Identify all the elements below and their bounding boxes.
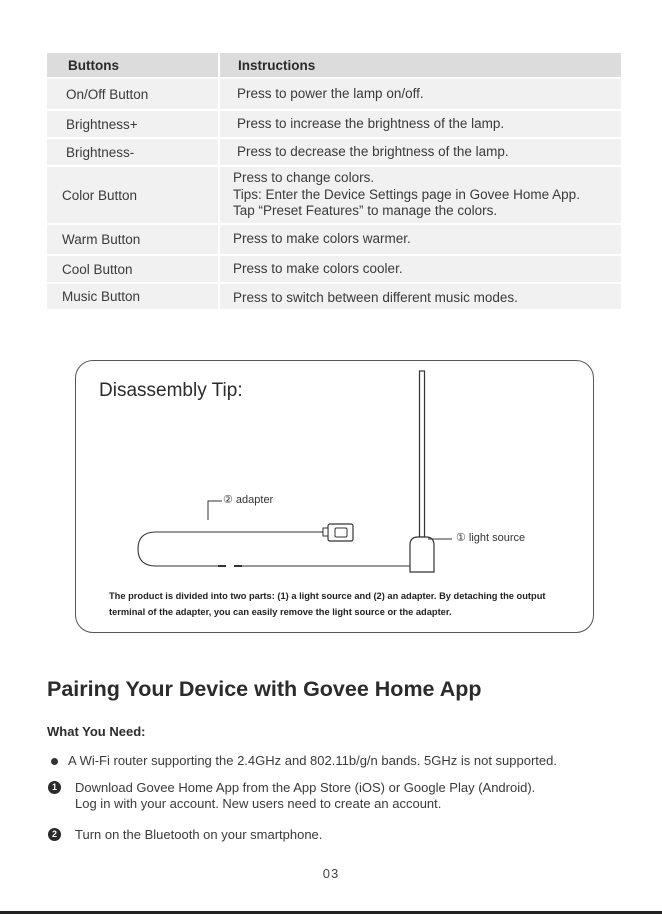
instruction-text: Press to decrease the brightness of the lamp. (237, 143, 509, 159)
table-row (47, 282, 621, 309)
button-name: Color Button (62, 187, 138, 203)
table-row (47, 254, 621, 282)
button-name: Brightness+ (66, 116, 138, 132)
step-1-badge: 1 (48, 781, 61, 794)
buttons-table (47, 53, 621, 309)
instruction-cell (220, 137, 621, 165)
table-row (47, 223, 621, 254)
button-cell (47, 282, 220, 309)
button-name: Brightness- (66, 144, 135, 160)
instruction-cell (220, 282, 621, 309)
instruction-text: Press to power the lamp on/off. (237, 85, 424, 101)
adapter-label: ② adapter (223, 494, 274, 506)
header-buttons: Buttons (68, 57, 119, 73)
instruction-text: Press to make colors warmer. (233, 231, 411, 247)
button-name: Warm Button (62, 232, 141, 247)
instruction-text: Press to increase the brightness of the lamp. (237, 115, 505, 131)
header-buttons-cell (47, 53, 220, 77)
instruction-text: Tap “Preset Features” to manage the colors. (233, 203, 498, 219)
button-cell (47, 137, 220, 165)
light-bar-illustration (420, 371, 425, 537)
table-row (47, 137, 621, 165)
button-cell (47, 223, 220, 254)
button-cell (47, 254, 220, 282)
table-header-row (47, 53, 621, 77)
instruction-cell (220, 254, 621, 282)
table-row (47, 165, 621, 223)
requirement-text: A Wi-Fi router supporting the 2.4GHz and 802.11b/g/n bands. 5GHz is not supported. (68, 753, 557, 768)
step-2-text: Turn on the Bluetooth on your smartphone. (75, 827, 323, 842)
instruction-text: Press to make colors cooler. (233, 260, 403, 276)
instruction-cell (220, 223, 621, 254)
button-name: Music Button (62, 289, 141, 304)
tip-description: The product is divided into two parts: (1) a light source and (2) an adapter. By detaching the output terminal of the adapter, you can easily remove the light source or the adapter. (109, 591, 546, 617)
button-cell (47, 77, 220, 109)
lamp-base-illustration (410, 537, 434, 572)
header-instructions: Instructions (238, 57, 316, 73)
button-name: Cool Button (62, 261, 133, 277)
button-cell (47, 109, 220, 137)
page-number: 03 (322, 866, 340, 881)
button-name: On/Off Button (66, 86, 149, 102)
what-you-need-title: What You Need: (47, 724, 146, 739)
instruction-text: Tips: Enter the Device Settings page in Govee Home App. (233, 186, 580, 202)
step-1-line-1: Download Govee Home App from the App Store (iOS) or Google Play (Android). (75, 780, 536, 795)
bullet-dot (51, 758, 58, 765)
instruction-cell (220, 109, 621, 137)
table-row (47, 77, 621, 109)
pairing-title: Pairing Your Device with Govee Home App (47, 677, 482, 701)
adapter-illustration (328, 524, 353, 541)
instruction-text: Press to change colors. (233, 170, 375, 186)
light-source-label: ① light source (456, 532, 526, 544)
tip-title: Disassembly Tip: (99, 380, 243, 401)
header-instructions-cell (220, 53, 621, 77)
button-cell (47, 165, 220, 223)
instruction-cell (220, 165, 621, 223)
step-2-badge: 2 (48, 828, 61, 841)
table-row (47, 109, 621, 137)
step-1-line-2: Log in with your account. New users need to create an account. (75, 796, 442, 811)
disassembly-tip-box (75, 360, 594, 633)
instruction-text: Press to switch between different music modes. (233, 289, 518, 305)
instruction-cell (220, 77, 621, 109)
cable-illustration (138, 532, 323, 566)
